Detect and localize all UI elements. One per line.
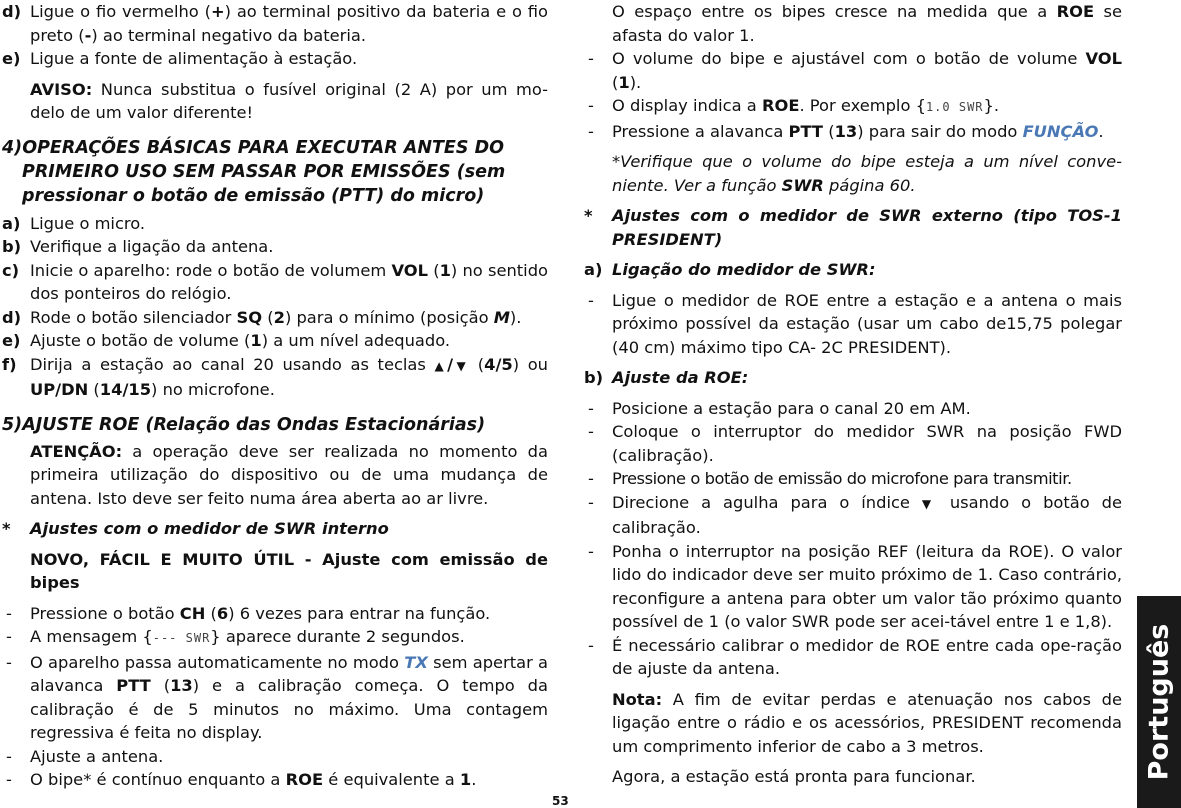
step-d-battery: d) Ligue o fio vermelho (+) ao terminal positivo da bateria e o fio preto (-) ao terminal negativo da bateria. xyxy=(2,2,548,45)
left-column xyxy=(2,0,548,792)
step-d: d) Rode o botão silenciador SQ (2) para o mínimo (posição M). xyxy=(2,307,522,327)
down-triangle-icon: ▼ xyxy=(921,496,938,511)
step-f: f) Dirija a estação ao canal 20 usando as teclas ▲/▼ (4/5) ou UP/DN (14/15) no microfone. xyxy=(2,354,548,399)
list-item: - Pressione a alavanca PTT (13) para sair do modo FUNÇÃO. xyxy=(588,121,1104,141)
list-item: - Direcione a agulha para o índice ▼ usando o botão de calibração. xyxy=(588,492,1122,537)
list-item: - O aparelho passa automaticamente no modo TX sem apertar a alavanca PTT (13) e a calibração começa. O tempo da calibração é de 5 minutos no máximo. Uma contagem regressiva é feita no display. xyxy=(6,652,548,742)
list-item: - Pressione o botão de emissão do microfone para transmitir. xyxy=(588,469,1072,488)
internal-swr-heading: * Ajustes com o medidor de SWR interno xyxy=(2,519,389,538)
nota-note: Nota: A fim de evitar perdas e atenuação nos cabos de ligação entre o rádio e os acessórios, PRESIDENT recomenda um comprimento inferior de cabo a 3 metros. xyxy=(612,689,1122,756)
step-c: c) Inicie o aparelho: rode o botão de volumem VOL (1) no sentido dos ponteiros do relógio. xyxy=(2,260,548,303)
continuation-text: O espaço entre os bipes cresce na medida que a ROE se afasta do valor 1. xyxy=(612,2,1122,45)
list-item: - Ponha o interruptor na posição REF (leitura da ROE). O valor lido do indicador deve ser muito próximo de 1. Caso contrário, reconfigure a antena para obter um valor tão próximo quanto possível de 1 (o valor SWR pode ser acei-tável entre 1 e 1,8). xyxy=(588,541,1122,631)
down-triangle-icon: ▼ xyxy=(453,358,470,373)
verify-note: *Verifique que o volume do bipe esteja a um nível conve-niente. Ver a função SWR página 60. xyxy=(612,152,1122,195)
lcd-display-text: 1.0 SWR xyxy=(925,100,984,114)
up-triangle-icon: ▲ xyxy=(434,358,448,373)
section-4-heading: 4)OPERAÇÕES BÁSICAS PARA EXECUTAR ANTES DO PRIMEIRO USO SEM PASSAR POR EMISSÕES (sem pressionar o botão de emissão (PTT) do micro) xyxy=(2,137,506,206)
list-item: - Posicione a estação para o canal 20 em AM. xyxy=(588,398,971,418)
list-item: - O display indica a ROE. Por exemplo {1.0 SWR}. xyxy=(588,96,1000,115)
step-a: a) Ligue o micro. xyxy=(2,213,146,233)
right-column xyxy=(584,0,1122,789)
list-item: - Ajuste a antena. xyxy=(6,746,164,766)
subsection-a-heading: a) Ligação do medidor de SWR: xyxy=(584,260,876,279)
list-item: - Ligue o medidor de ROE entre a estação e a antena o mais próximo possível da estação (usar um cabo de15,75 polegar (40 cm) máximo tipo CA- 2C PRESIDENT). xyxy=(588,290,1122,357)
list-item: - A mensagem {--- SWR} aparece durante 2 segundos. xyxy=(6,627,465,646)
item-marker: d) xyxy=(2,2,22,21)
language-tab: Português xyxy=(1137,596,1181,808)
step-e-power: e) Ligue a fonte de alimentação à estação. xyxy=(2,49,358,68)
list-item: - Pressione o botão CH (6) 6 vezes para entrar na função. xyxy=(6,603,491,623)
section-5-heading: 5)AJUSTE ROE (Relação das Ondas Estacionárias) xyxy=(2,414,486,435)
lcd-display-text: --- SWR xyxy=(152,631,211,645)
aviso-note: AVISO: Nunca substitua o fusível original (2 A) por um mo-delo de um valor diferente! xyxy=(30,79,548,122)
list-item: - É necessário calibrar o medidor de ROE entre cada ope-ração de ajuste da antena. xyxy=(588,635,1122,678)
novo-heading: NOVO, FÁCIL E MUITO ÚTIL - Ajuste com emissão de bipes xyxy=(30,549,548,592)
subsection-b-heading: b) Ajuste da ROE: xyxy=(584,368,749,387)
step-b: b) Verifique a ligação da antena. xyxy=(2,237,274,256)
page-number: 53 xyxy=(552,794,569,808)
external-swr-heading: * Ajustes com o medidor de SWR externo (tipo TOS-1 PRESIDENT) xyxy=(584,206,1122,249)
list-item: - O volume do bipe e ajustável com o botão de volume VOL (1). xyxy=(588,49,1122,92)
ready-text: Agora, a estação está pronta para funcionar. xyxy=(612,767,976,786)
list-item: - Coloque o interruptor do medidor SWR na posição FWD (calibração). xyxy=(588,422,1122,465)
atencao-note: ATENÇÃO: a operação deve ser realizada no momento da primeira utilização do dispositivo ou de uma mudança de antena. Isto deve ser feito numa área aberta ao ar livre. xyxy=(30,441,548,508)
step-e: e) Ajuste o botão de volume (1) a um nível adequado. xyxy=(2,331,451,350)
list-item: - O bipe* é contínuo enquanto a ROE é equivalente a 1. xyxy=(6,770,477,789)
